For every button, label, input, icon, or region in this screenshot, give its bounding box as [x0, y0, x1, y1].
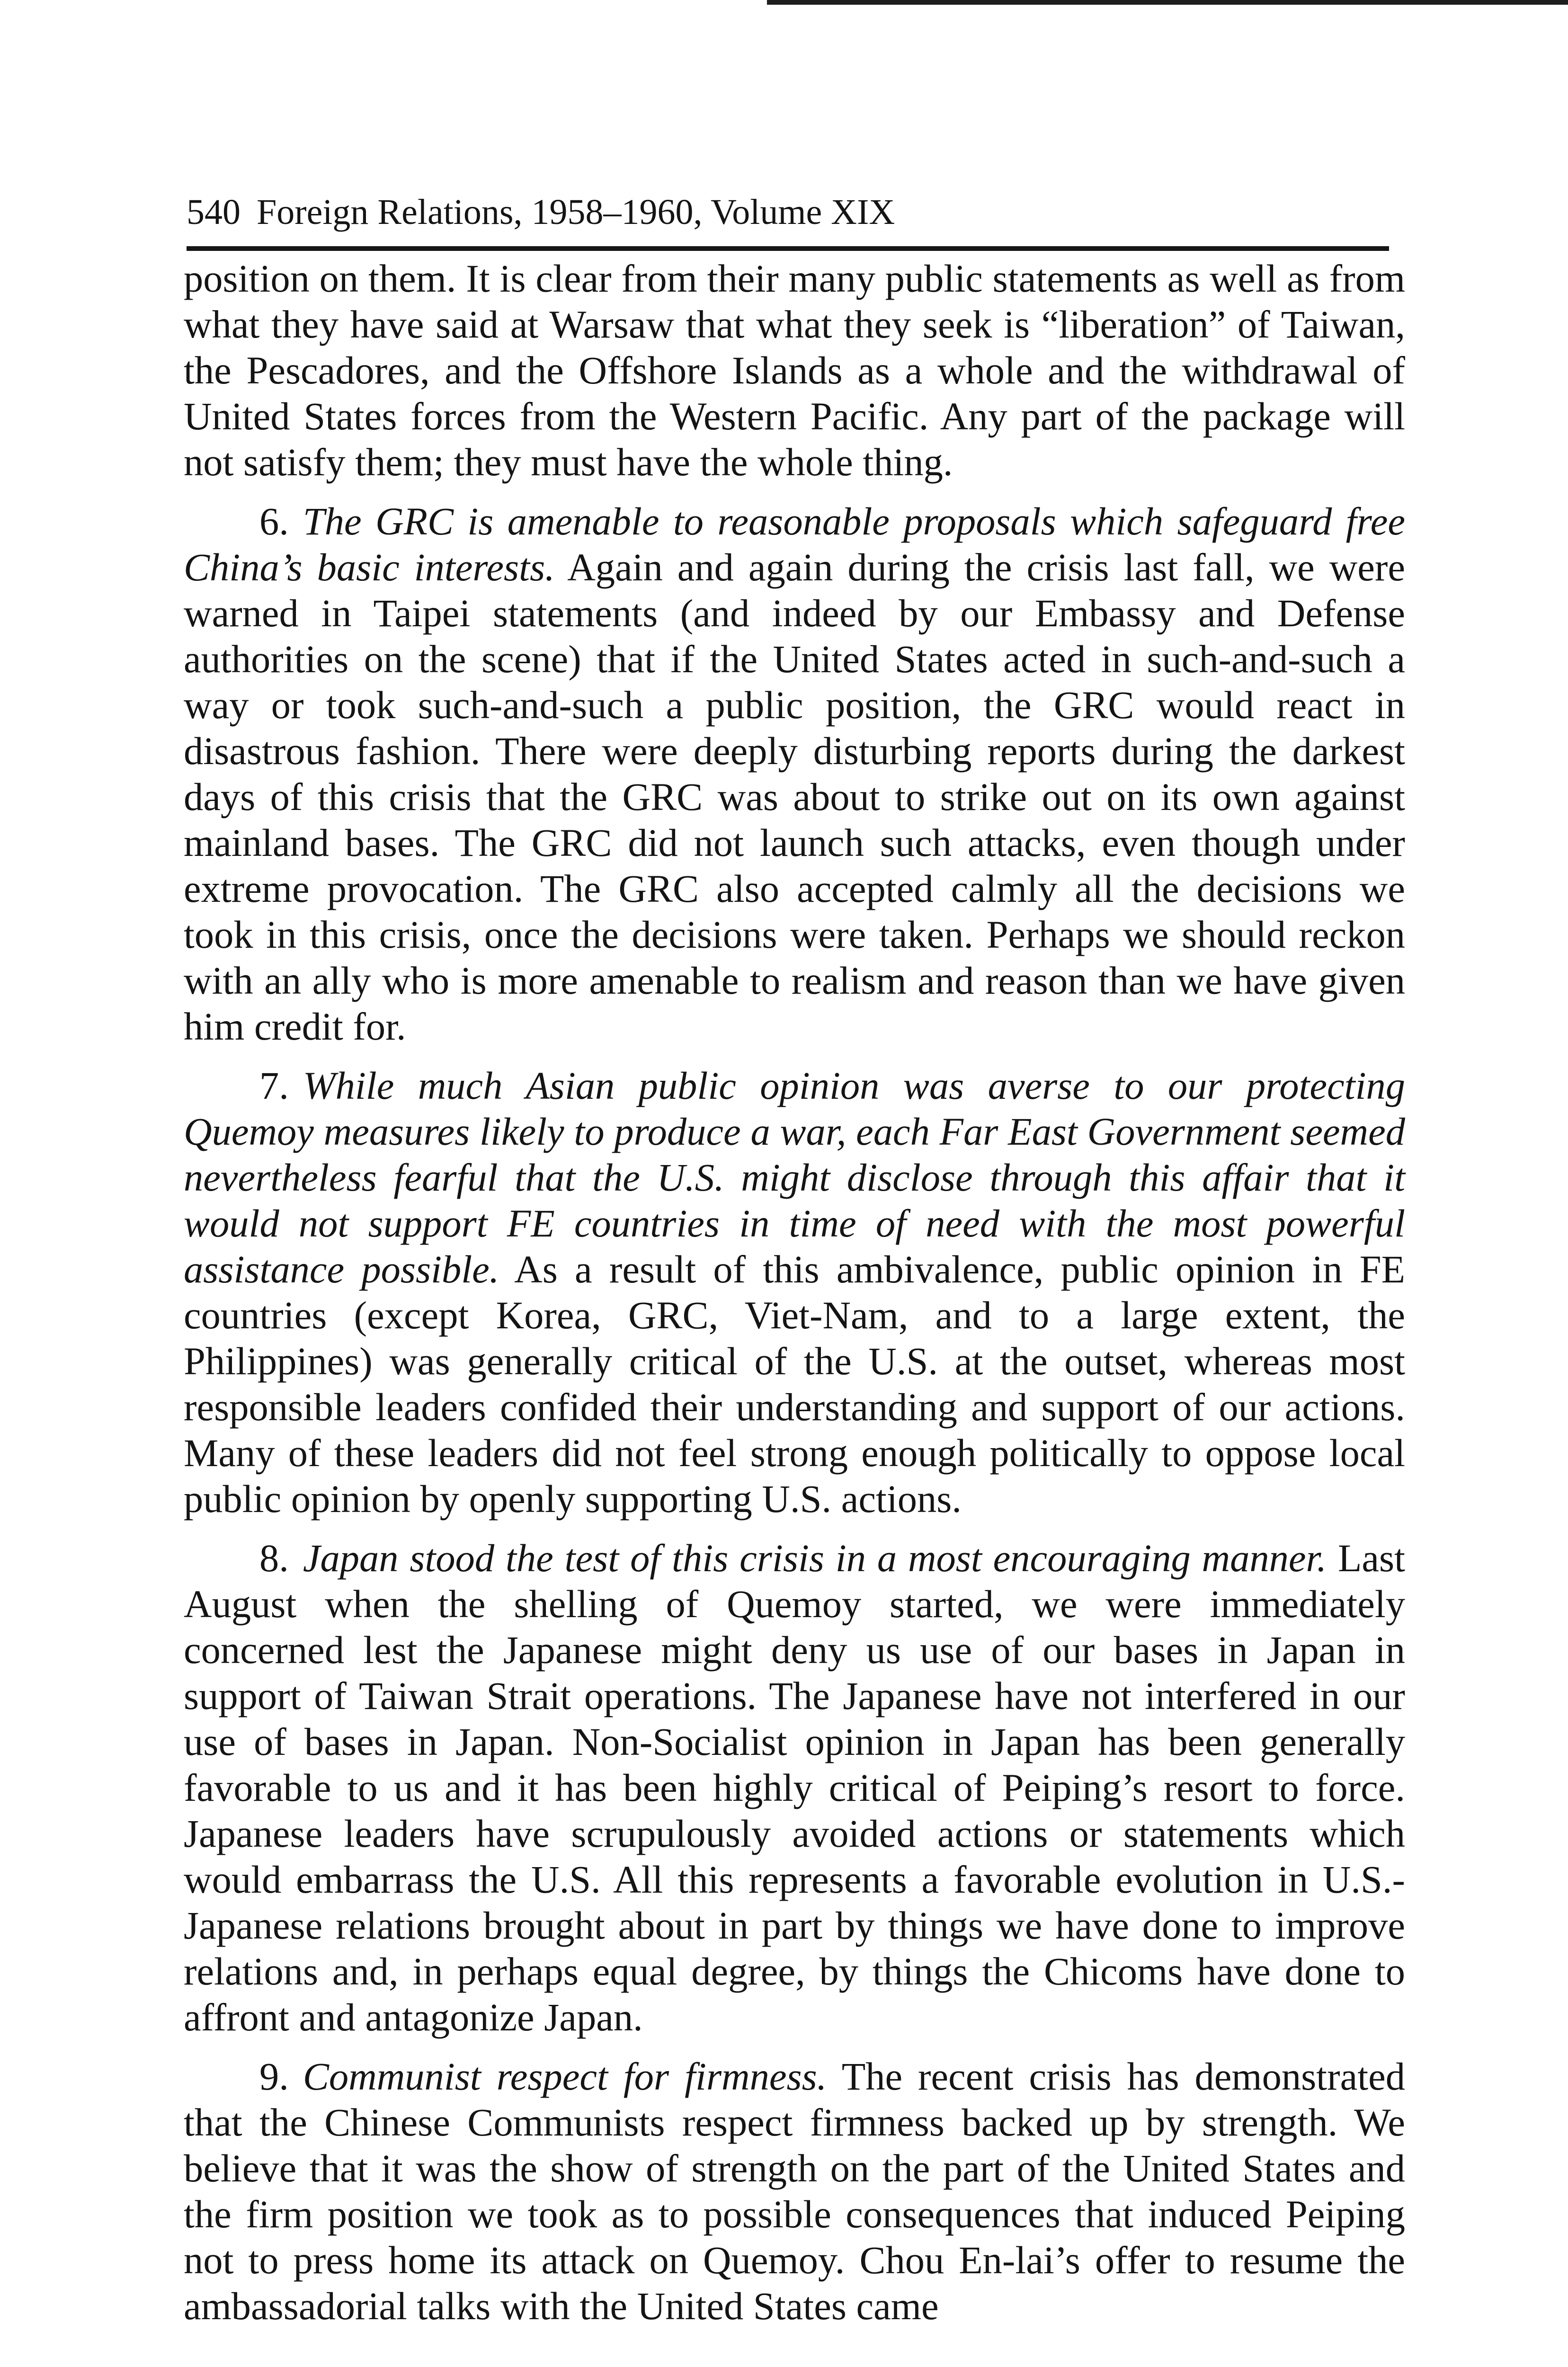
paragraph-text: position on them. It is clear from their many public statements as well as from what they have said at Warsaw that what they seek is “liberation” of Taiwan, the Pescadores, and the Offshore Islands as a whole and the withdrawal of United States forces from the Western Pacific. Any part of the package will not satisfy them; they must have the whole thing. [184, 257, 1405, 484]
paragraph-text: Again and again during the crisis last fall, we were warned in Taipei statements (and indeed by our Embassy and Defense authorities on the scene) that if the United States acted in such-and-such a way or took such-and-such a public position, the GRC would react in disastrous fashion. There were deeply disturbing reports during the darkest days of this crisis that the GRC was about to strike out on its own against mainland bases. The GRC did not launch such attacks, even though under extreme provocation. The GRC also accepted calmly all the decisions we took in this crisis, once the decisions were taken. Perhaps we should reckon with an ally who is more amenable to realism and reason than we have given him credit for. [184, 545, 1406, 1048]
header-text [187, 194, 895, 230]
paragraph-number: 9. [259, 2055, 289, 2098]
paragraph-8 [184, 1535, 1405, 2040]
paragraph-continued [184, 256, 1405, 485]
paragraph-topic: The GRC is amenable to reasonable proposals which safeguard free China’s basic interests. [184, 499, 1405, 589]
paragraph-text: Last August when the shelling of Quemoy started, we were immediately concerned lest the Japanese might deny us use of our bases in Japan in support of Taiwan Strait operations. The Japanese have not interfered in our use of bases in Japan. Non-Socialist opinion in Japan has been generally favorable to us and it has been highly critical of Peiping’s resort to force. Japanese leaders have scrupulously avoided actions or statements which would embarrass the U.S. All this represents a favorable evolution in U.S.-Japanese relations brought about in part by things we have done to improve relations and, in perhaps equal degree, by things the Chicoms have done to affront and antagonize Japan. [184, 1536, 1406, 2039]
paragraph-topic: Japan stood the test of this crisis in a most encouraging manner. [303, 1536, 1327, 1580]
page-number: 540 [187, 192, 241, 232]
running-header [187, 156, 1389, 251]
page-body [184, 256, 1405, 2342]
paragraph-text: As a result of this ambivalence, public opinion in FE countries (except Korea, GRC, Viet-Nam, and to a large extent, the Philippines) was generally critical of the U.S. at the outset, whereas most responsible leaders confided their understanding and support of our actions. Many of these leaders did not feel strong enough politically to oppose local public opinion by openly supporting U.S. actions. [184, 1247, 1405, 1521]
paragraph-7 [184, 1063, 1405, 1522]
paragraph-text: The recent crisis has demonstrated that the Chinese Communists respect firmness backed up by strength. We believe that it was the show of strength on the part of the United States and the firm position we took as to possible consequences that induced Peiping not to press home its attack on Quemoy. Chou En-lai’s offer to resume the ambassadorial talks with the United States came [184, 2055, 1405, 2328]
paragraph-number: 7. [259, 1064, 289, 1107]
paragraph-6 [184, 498, 1405, 1050]
paragraph-number: 8. [259, 1536, 289, 1580]
paragraph-topic: While much Asian public opinion was averse to our protecting Quemoy measures likely to produce a war, each Far East Government seemed nevertheless fearful that the U.S. might disclose through this affair that it would not support FE countries in time of need with the most powerful assistance possible. [184, 1064, 1405, 1291]
paragraph-topic: Communist respect for firmness. [303, 2055, 827, 2098]
header-rule [187, 246, 1389, 251]
running-title: Foreign Relations, 1958–1960, Volume XIX [257, 192, 895, 232]
paragraph-9 [184, 2054, 1405, 2329]
paragraph-number: 6. [259, 499, 289, 543]
page-top-edge [767, 0, 1568, 5]
